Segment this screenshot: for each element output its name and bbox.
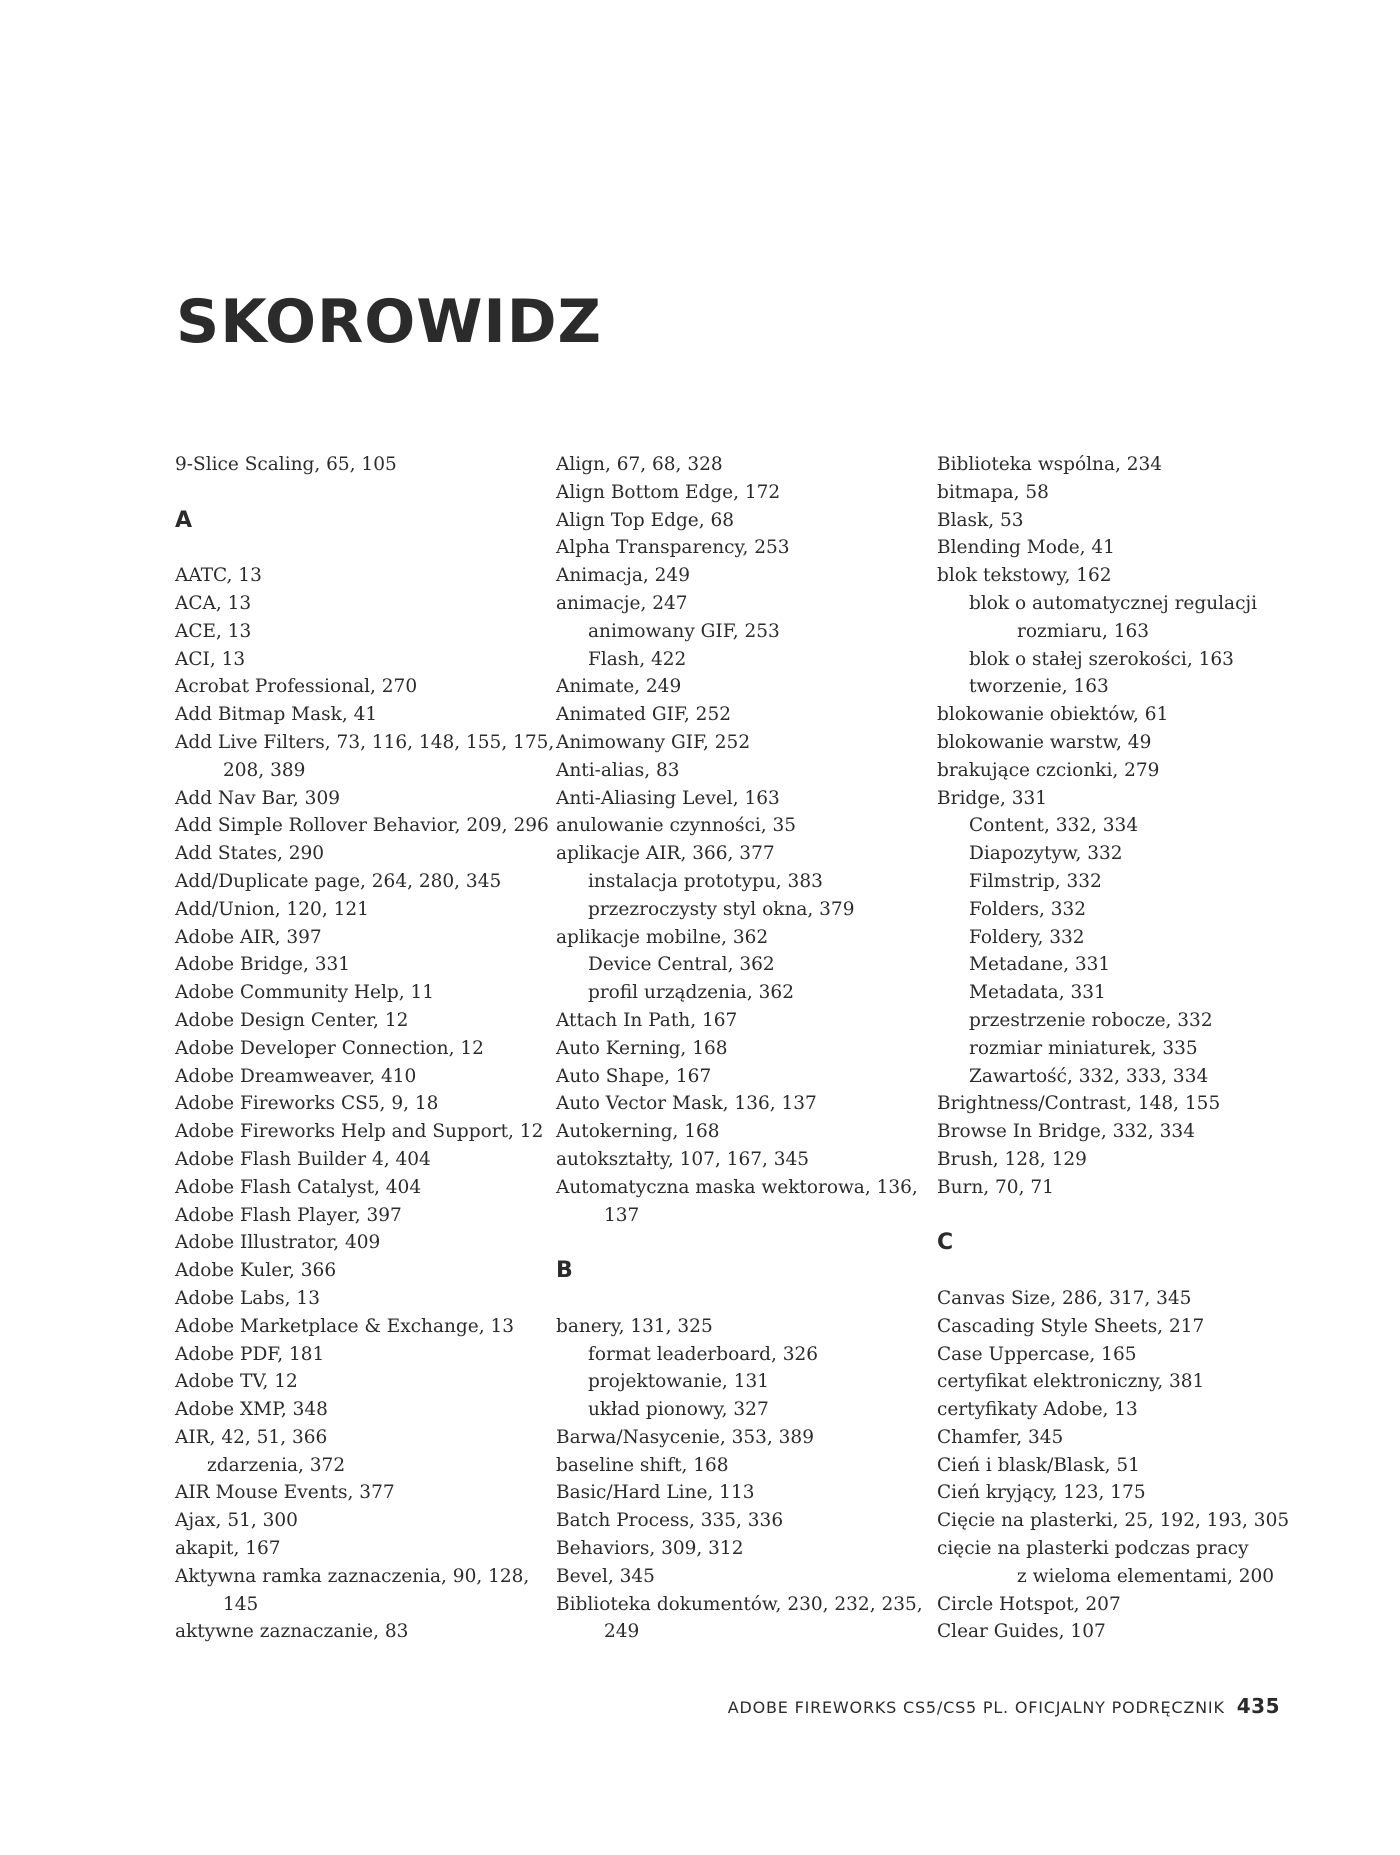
index-entry: Add/Union, 120, 121 [175, 898, 369, 920]
index-entry: autokształty, 107, 167, 345 [556, 1148, 810, 1170]
index-entry: ACI, 13 [175, 648, 246, 670]
index-subentry: profil urządzenia, 362 [588, 982, 794, 1004]
index-entry: AIR, 42, 51, 366 [175, 1426, 328, 1448]
index-entry: Brightness/Contrast, 148, 155 [937, 1093, 1221, 1115]
index-entry: Adobe TV, 12 [175, 1371, 298, 1393]
section-letter: A [175, 507, 193, 533]
index-subentry: Filmstrip, 332 [969, 870, 1102, 892]
index-subentry: Diapozytyw, 332 [969, 843, 1123, 865]
index-entry: Animowany GIF, 252 [556, 731, 751, 753]
index-entry: Brush, 128, 129 [937, 1148, 1087, 1170]
index-subentry: Zawartość, 332, 333, 334 [969, 1065, 1209, 1087]
index-subentry: animowany GIF, 253 [588, 620, 780, 642]
index-entry: Barwa/Nasycenie, 353, 389 [556, 1426, 814, 1448]
index-subentry: przezroczysty styl okna, 379 [588, 898, 855, 920]
index-entry: Add Live Filters, 73, 116, 148, 155, 175, [175, 731, 555, 753]
index-entry: Adobe Bridge, 331 [175, 954, 351, 976]
page-number: 435 [1236, 1694, 1280, 1718]
index-entry: Adobe Design Center, 12 [175, 1009, 409, 1031]
index-entry: aplikacje AIR, 366, 377 [556, 843, 775, 865]
index-entry: Cień kryjący, 123, 175 [937, 1482, 1146, 1504]
index-entry: Ajax, 51, 300 [175, 1510, 298, 1532]
index-subentry: blok o stałej szerokości, 163 [969, 648, 1234, 670]
index-subentry: Content, 332, 334 [969, 815, 1139, 837]
index-subentry: zdarzenia, 372 [207, 1454, 346, 1476]
index-entry: Bevel, 345 [556, 1565, 655, 1587]
section-spacer [937, 1257, 1287, 1285]
index-entry: Adobe Illustrator, 409 [175, 1232, 381, 1254]
index-entry: Behaviors, 309, 312 [556, 1538, 744, 1560]
index-column-3 [937, 451, 1290, 1646]
section-letter: B [556, 1258, 573, 1284]
index-entry: Align, 67, 68, 328 [556, 454, 723, 475]
index-subentry: format leaderboard, 326 [588, 1343, 819, 1365]
index-entry-continuation: 145 [223, 1593, 259, 1615]
index-entry: ACE, 13 [175, 620, 252, 642]
index-entry: blok tekstowy, 162 [937, 565, 1112, 587]
index-entry: Add/Duplicate page, 264, 280, 345 [175, 870, 502, 892]
index-entry: Automatyczna maska wektorowa, 136, [556, 1176, 918, 1198]
index-subentry: rozmiar miniaturek, 335 [969, 1037, 1198, 1059]
index-entry: Cascading Style Sheets, 217 [937, 1315, 1205, 1337]
index-subentry: Metadata, 331 [969, 982, 1106, 1004]
index-subentry: projektowanie, 131 [588, 1371, 770, 1393]
index-entry: Add Bitmap Mask, 41 [175, 704, 378, 726]
index-entry: brakujące czcionki, 279 [937, 759, 1160, 781]
section-spacer [556, 1229, 906, 1257]
index-entry: Basic/Hard Line, 113 [556, 1482, 755, 1504]
index-entry: cięcie na plasterki podczas pracy [937, 1538, 1249, 1560]
index-entry: Biblioteka dokumentów, 230, 232, 235, [556, 1593, 923, 1615]
index-entry: Acrobat Professional, 270 [175, 676, 418, 698]
index-entry: Add Nav Bar, 309 [175, 787, 340, 809]
index-entry: Blending Mode, 41 [937, 537, 1115, 559]
index-entry: Add Simple Rollover Behavior, 209, 296 [175, 815, 549, 837]
index-entry: Circle Hotspot, 207 [937, 1593, 1121, 1615]
index-entry: baseline shift, 168 [556, 1454, 729, 1476]
index-entry: Align Top Edge, 68 [556, 509, 735, 531]
section-spacer [937, 1202, 1287, 1230]
index-entry: Autokerning, 168 [556, 1121, 720, 1143]
index-entry: aktywne zaznaczanie, 83 [175, 1621, 409, 1643]
index-entry: Batch Process, 335, 336 [556, 1510, 784, 1532]
index-entry: Browse In Bridge, 332, 334 [937, 1121, 1195, 1143]
index-entry: Bridge, 331 [937, 787, 1048, 809]
index-subentry: układ pionowy, 327 [588, 1399, 769, 1421]
index-subentry: blok o automatycznej regulacji [969, 592, 1258, 614]
index-entry: aplikacje mobilne, 362 [556, 926, 769, 948]
index-entry: Align Bottom Edge, 172 [556, 481, 781, 503]
index-entry: Adobe Dreamweaver, 410 [175, 1065, 417, 1087]
index-entry: Aktywna ramka zaznaczenia, 90, 128, [175, 1565, 530, 1587]
index-entry: Adobe AIR, 397 [175, 926, 322, 948]
index-subentry: Foldery, 332 [969, 926, 1085, 948]
index-subentry: Device Central, 362 [588, 954, 775, 976]
index-subentry-continuation: rozmiaru, 163 [1017, 620, 1150, 642]
index-entry: Attach In Path, 167 [556, 1009, 738, 1031]
index-entry-continuation: 137 [604, 1204, 640, 1226]
index-entry: Adobe Flash Player, 397 [175, 1204, 402, 1226]
running-footer [728, 1694, 1280, 1718]
index-entry: Auto Shape, 167 [556, 1065, 712, 1087]
index-entry: Cięcie na plasterki, 25, 192, 193, 305 [937, 1510, 1290, 1532]
index-subentry: Metadane, 331 [969, 954, 1111, 976]
index-entry: Clear Guides, 107 [937, 1621, 1106, 1643]
index-entry: blokowanie warstw, 49 [937, 731, 1152, 753]
index-subentry: Flash, 422 [588, 648, 687, 670]
index-column-2 [556, 451, 923, 1646]
index-entry: Auto Vector Mask, 136, 137 [556, 1093, 817, 1115]
index-entry: akapit, 167 [175, 1538, 281, 1560]
index-entry: ACA, 13 [175, 592, 252, 614]
index-entry: Anti-Aliasing Level, 163 [556, 787, 780, 809]
index-subentry: Folders, 332 [969, 898, 1087, 920]
index-entry: certyfikat elektroniczny, 381 [937, 1371, 1205, 1393]
book-title: ADOBE FIREWORKS CS5/CS5 PL. OFICJALNY PODRĘCZNIK [727, 1698, 1225, 1717]
index-entry-continuation: 208, 389 [223, 759, 306, 781]
index-entry: Alpha Transparency, 253 [556, 537, 790, 559]
index-subentry-continuation: z wieloma elementami, 200 [1017, 1565, 1275, 1587]
index-entry: Chamfer, 345 [937, 1426, 1064, 1448]
index-entry: 9-Slice Scaling, 65, 105 [175, 454, 397, 475]
index-entry: Burn, 70, 71 [937, 1176, 1054, 1198]
index-entry-continuation: 249 [604, 1621, 640, 1643]
index-subentry: instalacja prototypu, 383 [588, 870, 823, 892]
index-entry: Adobe Marketplace & Exchange, 13 [175, 1315, 514, 1337]
index-column-1 [175, 451, 555, 1646]
index-entry: bitmapa, 58 [937, 481, 1049, 503]
index-entry: blokowanie obiektów, 61 [937, 704, 1169, 726]
index-entry: Adobe Fireworks Help and Support, 12 [175, 1121, 544, 1143]
index-entry: Add States, 290 [175, 843, 325, 865]
index-entry: Auto Kerning, 168 [556, 1037, 728, 1059]
page-title: SKOROWIDZ [176, 287, 603, 357]
section-letter: C [937, 1230, 954, 1256]
index-entry: Cień i blask/Blask, 51 [937, 1454, 1140, 1476]
index-entry: Adobe Labs, 13 [175, 1287, 320, 1309]
index-entry: Biblioteka wspólna, 234 [937, 454, 1163, 475]
section-spacer [175, 479, 525, 507]
index-entry: AIR Mouse Events, 377 [175, 1482, 395, 1504]
section-spacer [175, 534, 525, 562]
index-entry: Adobe PDF, 181 [175, 1343, 325, 1365]
index-entry: AATC, 13 [175, 565, 262, 587]
index-entry: Adobe Kuler, 366 [175, 1260, 337, 1282]
section-spacer [556, 1285, 906, 1313]
index-entry: Adobe Fireworks CS5, 9, 18 [175, 1093, 439, 1115]
index-entry: anulowanie czynności, 35 [556, 815, 797, 837]
index-entry: Anti-alias, 83 [556, 759, 680, 781]
index-entry: Animacja, 249 [556, 565, 690, 587]
index-entry: Adobe Community Help, 11 [175, 982, 435, 1004]
index-entry: Animated GIF, 252 [556, 704, 731, 726]
index-subentry: przestrzenie robocze, 332 [969, 1009, 1213, 1031]
index-entry: certyfikaty Adobe, 13 [937, 1399, 1138, 1421]
index-entry: Adobe Developer Connection, 12 [175, 1037, 484, 1059]
index-subentry: tworzenie, 163 [969, 676, 1109, 698]
index-entry: animacje, 247 [556, 592, 688, 614]
index-entry: Case Uppercase, 165 [937, 1343, 1137, 1365]
index-entry: Blask, 53 [937, 509, 1024, 531]
index-entry: Animate, 249 [556, 676, 682, 698]
index-entry: Canvas Size, 286, 317, 345 [937, 1287, 1192, 1309]
index-entry: Adobe Flash Builder 4, 404 [175, 1148, 431, 1170]
index-entry: Adobe Flash Catalyst, 404 [175, 1176, 422, 1198]
index-entry: banery, 131, 325 [556, 1315, 713, 1337]
index-entry: Adobe XMP, 348 [175, 1399, 328, 1421]
